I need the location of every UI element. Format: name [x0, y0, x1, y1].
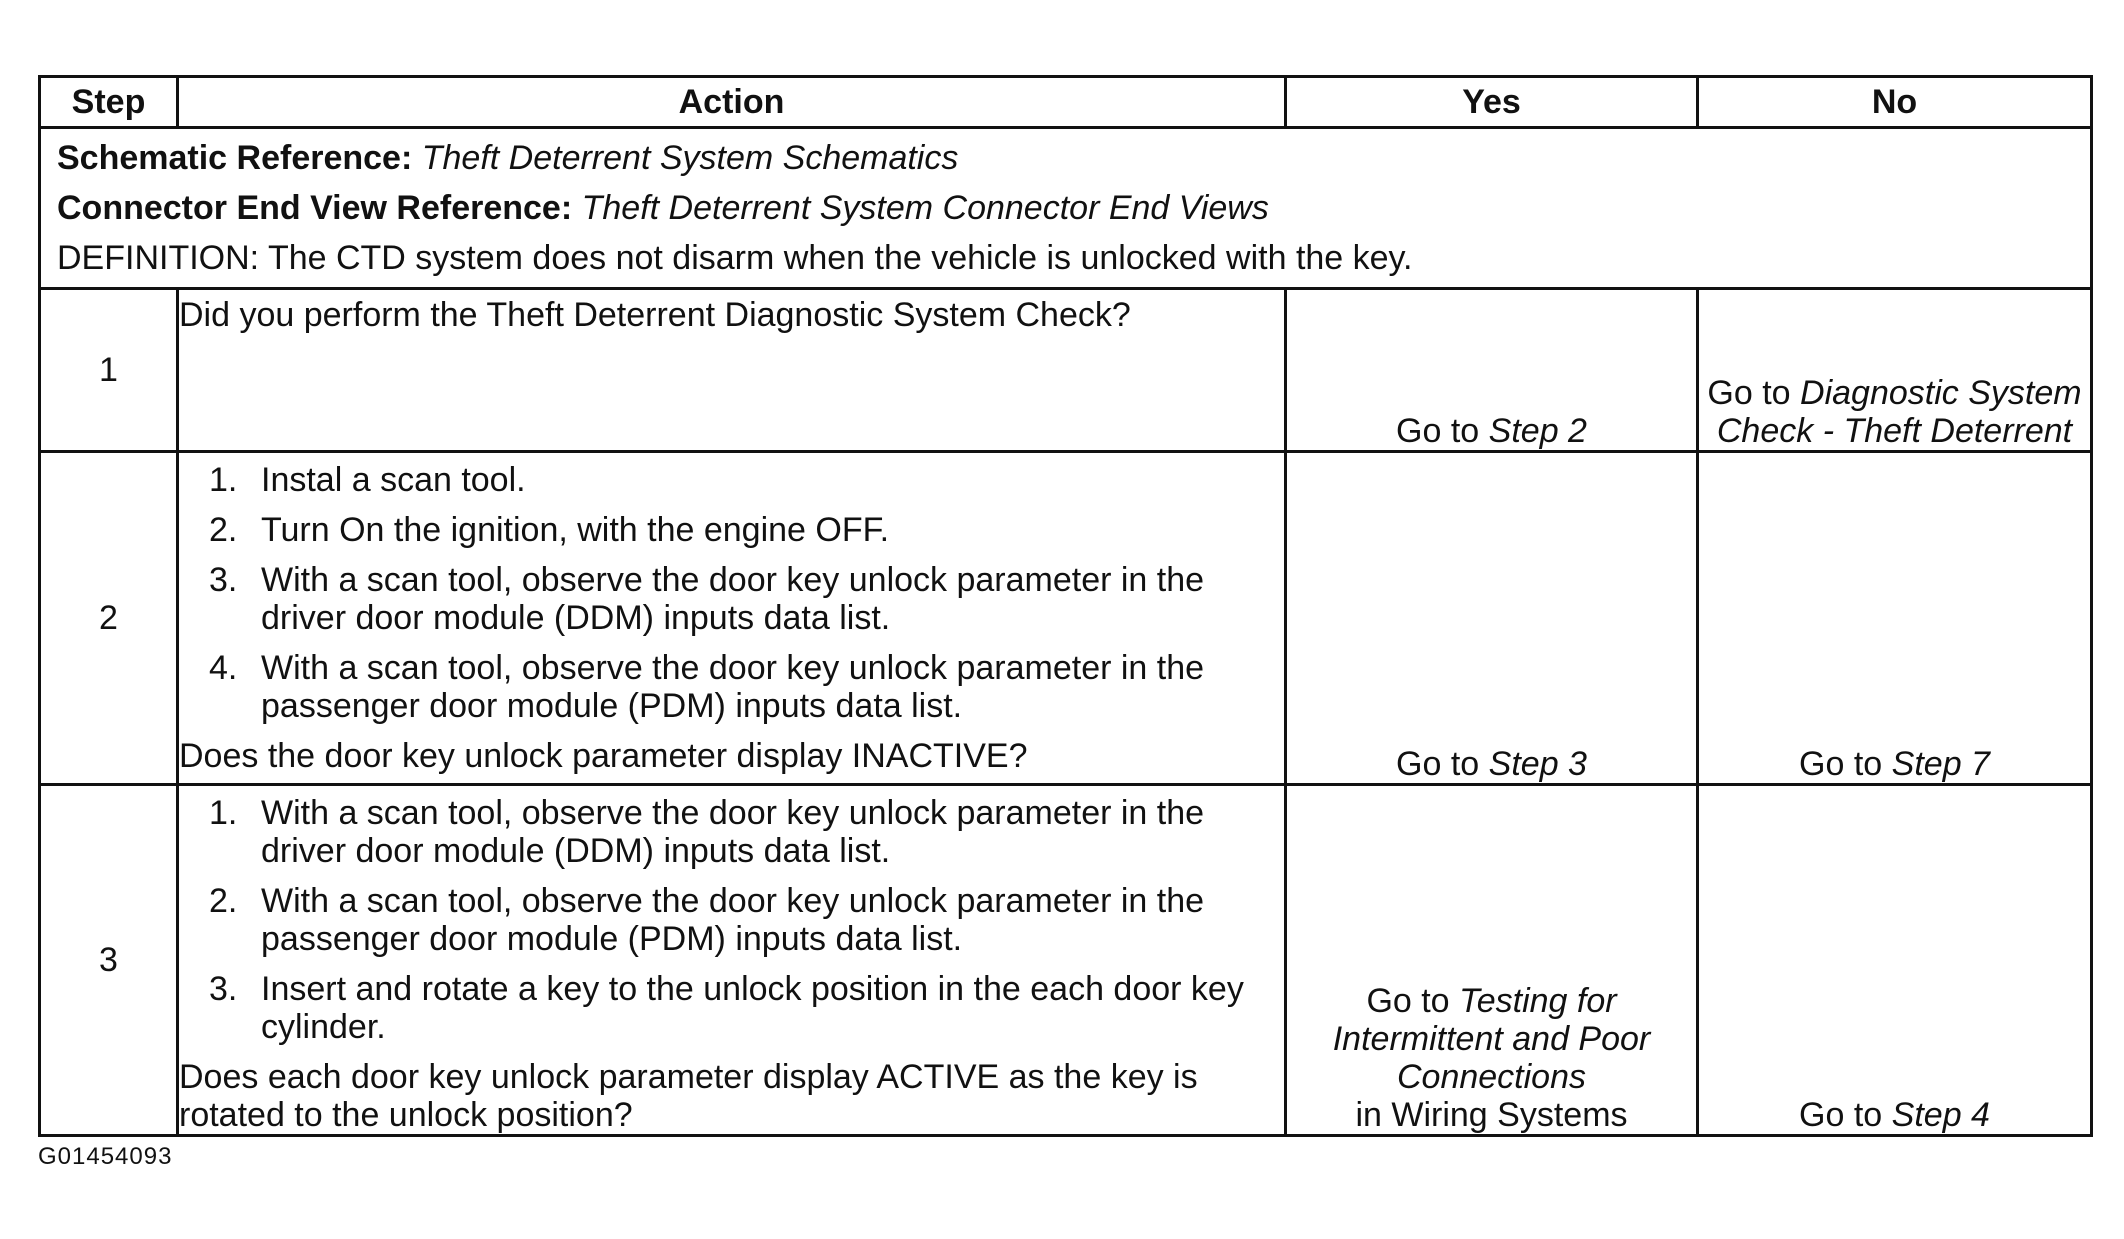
list-item	[179, 649, 1284, 725]
step-number: 2	[40, 452, 178, 785]
yes-cell	[1286, 452, 1698, 785]
yes-prefix: Go to	[1396, 412, 1480, 450]
no-prefix: Go to	[1707, 374, 1791, 412]
yes-link[interactable]: Step 3	[1488, 745, 1587, 783]
definition-text: DEFINITION: The CTD system does not disarm when the vehicle is unlocked with the key.	[57, 239, 1413, 277]
action-cell	[178, 452, 1286, 785]
step-question: Does each door key unlock parameter display ACTIVE as the key is rotated to the unlock position?	[179, 1058, 1198, 1134]
list-item-text: Turn On the ignition, with the engine OFF.	[261, 511, 890, 549]
yes-link[interactable]: Testing for Intermittent and Poor Connections	[1332, 982, 1651, 1096]
header-step: Step	[40, 77, 178, 128]
list-item-number: 1.	[209, 794, 238, 832]
reference-row	[40, 128, 2092, 289]
list-item-text: With a scan tool, observe the door key unlock parameter in the driver door module (DDM) inputs data list.	[261, 794, 1205, 870]
no-prefix: Go to	[1799, 745, 1883, 783]
list-item-text: Instal a scan tool.	[261, 461, 526, 499]
yes-cell	[1286, 289, 1698, 452]
list-item-number: 4.	[209, 649, 238, 687]
list-item	[179, 794, 1284, 870]
no-cell	[1698, 452, 2092, 785]
list-item-number: 2.	[209, 882, 238, 920]
table-row-step-2	[40, 452, 2092, 785]
yes-prefix: Go to	[1366, 982, 1450, 1020]
connector-reference-link[interactable]: Theft Deterrent System Connector End Views	[581, 189, 1269, 227]
table-row-step-3	[40, 785, 2092, 1136]
no-prefix: Go to	[1799, 1096, 1883, 1134]
list-item-text: Insert and rotate a key to the unlock position in the each door key cylinder.	[261, 970, 1244, 1046]
header-yes: Yes	[1286, 77, 1698, 128]
action-list	[179, 794, 1284, 1046]
list-item	[179, 882, 1284, 958]
header-no: No	[1698, 77, 2092, 128]
schematic-reference-label: Schematic Reference:	[57, 139, 413, 177]
no-link[interactable]: Step 7	[1891, 745, 1990, 783]
figure-id: G01454093	[38, 1143, 173, 1170]
list-item	[179, 511, 1284, 549]
reference-cell	[40, 128, 2092, 289]
list-item	[179, 461, 1284, 499]
list-item-number: 2.	[209, 511, 238, 549]
step-question: Did you perform the Theft Deterrent Diagnostic System Check?	[179, 296, 1131, 334]
list-item-text: With a scan tool, observe the door key unlock parameter in the passenger door module (PDM) inputs data list.	[261, 649, 1205, 725]
schematic-reference-link[interactable]: Theft Deterrent System Schematics	[421, 139, 959, 177]
list-item-number: 1.	[209, 461, 238, 499]
action-cell	[178, 785, 1286, 1136]
action-list	[179, 461, 1284, 725]
list-item	[179, 561, 1284, 637]
action-cell	[178, 289, 1286, 452]
list-item-number: 3.	[209, 970, 238, 1008]
no-link[interactable]: Step 4	[1891, 1096, 1990, 1134]
list-item-text: With a scan tool, observe the door key unlock parameter in the passenger door module (PDM) inputs data list.	[261, 882, 1205, 958]
diagnostic-table	[38, 75, 2093, 1137]
step-number: 3	[40, 785, 178, 1136]
yes-cell	[1286, 785, 1698, 1136]
schematic-reference	[57, 133, 2074, 183]
connector-reference-label: Connector End View Reference:	[57, 189, 573, 227]
step-number: 1	[40, 289, 178, 452]
step-question: Does the door key unlock parameter display INACTIVE?	[179, 737, 1028, 775]
connector-reference	[57, 183, 2074, 233]
no-cell	[1698, 289, 2092, 452]
yes-prefix: Go to	[1396, 745, 1480, 783]
yes-suffix: in Wiring Systems	[1355, 1096, 1628, 1134]
no-link[interactable]: Diagnostic System Check - Theft Deterrent	[1716, 374, 2082, 450]
no-cell	[1698, 785, 2092, 1136]
header-action: Action	[178, 77, 1286, 128]
table-row-step-1	[40, 289, 2092, 452]
list-item-number: 3.	[209, 561, 238, 599]
table-header-row	[40, 77, 2092, 128]
list-item	[179, 970, 1284, 1046]
list-item-text: With a scan tool, observe the door key unlock parameter in the driver door module (DDM) inputs data list.	[261, 561, 1205, 637]
yes-link[interactable]: Step 2	[1488, 412, 1587, 450]
